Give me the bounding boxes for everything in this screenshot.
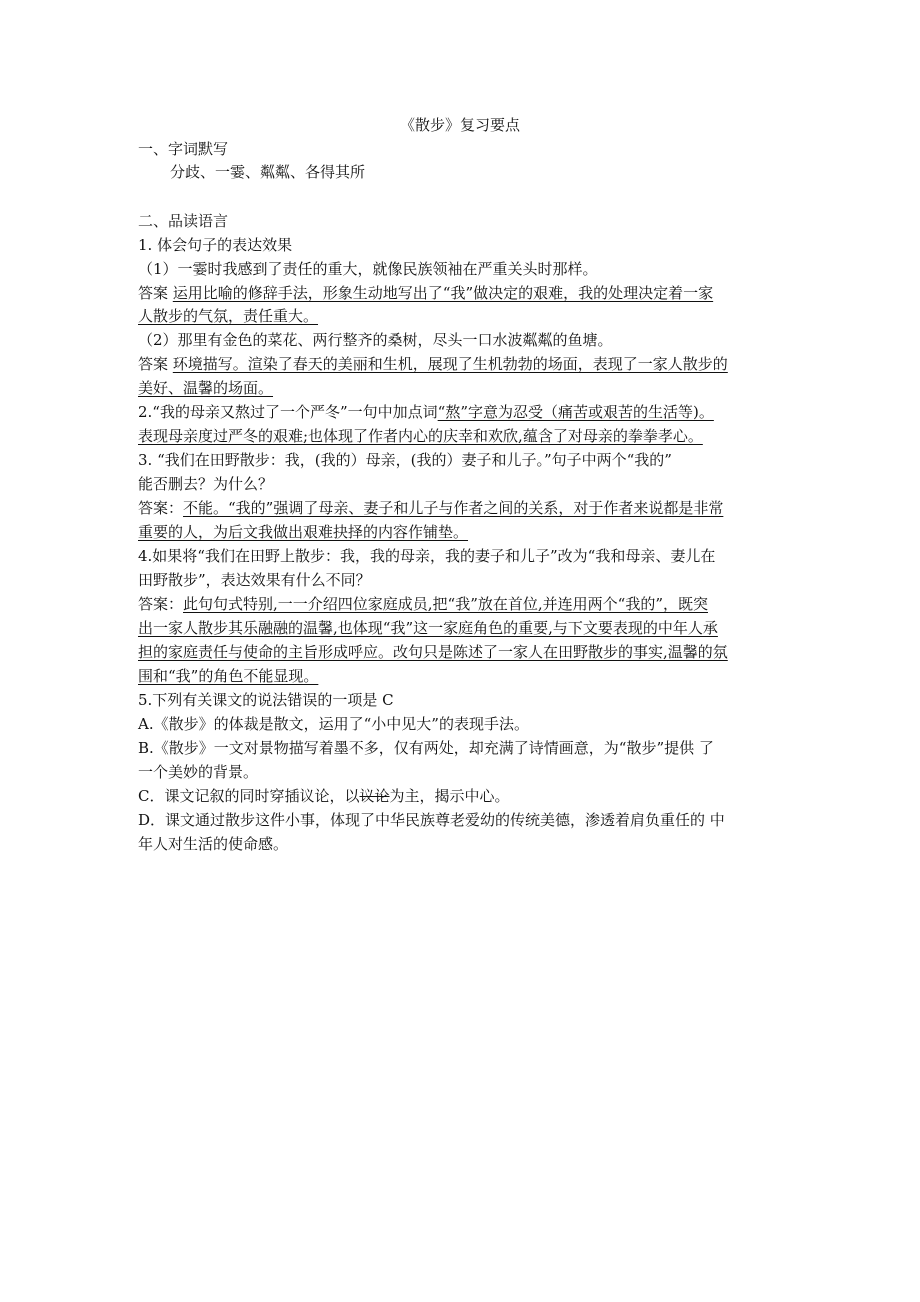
answer-text: 出一家人散步其乐融融的温馨,也体现“我”这一家庭角色的重要,与下文要表现的中年人承 — [138, 619, 718, 637]
q3-answer-line2 — [138, 522, 788, 542]
q4-answer-line2 — [138, 618, 788, 638]
answer-label: 答案 — [138, 355, 169, 373]
q5-option-b-line2: 一个美妙的背景。 — [138, 763, 259, 781]
q2-line2 — [138, 426, 788, 446]
answer-text: 美好、温馨的场面。 — [138, 379, 274, 397]
q5-option-b-line1: B.《散步》一文对景物描写着墨不多，仅有两处，却充满了诗情画意，为“散步”提供 了 — [138, 739, 714, 757]
q5-option-d-line2: 年人对生活的使命感。 — [138, 835, 289, 853]
answer-label: 答案： — [138, 595, 184, 613]
q1-answer-1-line2 — [138, 306, 788, 326]
q1-sentence-1: （1）一霎时我感到了责任的重大，就像民族领袖在严重关头时那样。 — [138, 260, 598, 278]
q3-answer-line1 — [138, 498, 788, 518]
option-text: C．课文记叙的同时穿插议论，以 — [138, 787, 360, 805]
answer-text: 此句句式特别,一一介绍四位家庭成员,把“我”放在首位,并连用两个“我的”，既突 — [183, 595, 708, 613]
answer-label: 答案： — [138, 499, 184, 517]
section1-words: 分歧、一霎、粼粼、各得其所 — [170, 163, 366, 181]
struck-text: 议论 — [359, 787, 390, 805]
answer-text: 不能。“我的”强调了母亲、妻子和儿子与作者之间的关系，对于作者来说都是非常 — [183, 499, 724, 517]
q2-line1 — [138, 402, 788, 422]
q1-answer-2-line1 — [138, 354, 788, 374]
q3-line2: 能否删去？为什么？ — [138, 475, 274, 493]
q1-answer-2-line2 — [138, 378, 788, 398]
q4-answer-line1 — [138, 594, 788, 614]
q5-option-d-line1: D．课文通过散步这件小事，体现了中华民族尊老爱幼的传统美德，渗透着肩负重任的 中 — [138, 811, 725, 829]
answer-text: 运用比喻的修辞手法，形象生动地写出了“我”做决定的艰难，我的处理决定着一家 — [172, 284, 714, 302]
answer-text: 围和“我”的角色不能显现。 — [138, 667, 319, 685]
q4-answer-line4 — [138, 666, 788, 686]
page-title: 《散步》复习要点 — [399, 116, 520, 134]
section2-heading: 二、品读语言 — [138, 212, 229, 230]
q4-line2: 田野散步”，表达效果有什么不同？ — [138, 571, 371, 589]
answer-text: 表现母亲度过严冬的艰难;也体现了作者内心的庆幸和欢欣,蕴含了对母亲的拳拳孝心。 — [138, 427, 703, 445]
q1-sentence-2: （2）那里有金色的菜花、两行整齐的桑树，尽头一口水波粼粼的鱼塘。 — [138, 331, 613, 349]
answer-text: 人散步的气氛，责任重大。 — [138, 307, 319, 325]
answer-text: 环境描写。渲染了春天的美丽和生机，展现了生机勃勃的场面，表现了一家人散步的 — [172, 355, 728, 373]
q5-option-a: A.《散步》的体裁是散文，运用了“小中见大”的表现手法。 — [138, 715, 529, 733]
q4-answer-line3 — [138, 642, 788, 662]
q5-stem: 5.下列有关课文的说法错误的一项是 C — [138, 691, 394, 709]
answer-text: “熬”字意为忍受（痛苦或艰苦的生活等)。 — [437, 403, 714, 421]
answer-label: 答案 — [138, 284, 169, 302]
q1-title: 1. 体会句子的表达效果 — [138, 236, 293, 254]
q1-answer-1-line1 — [138, 283, 788, 303]
option-text: 为主，揭示中心。 — [389, 787, 510, 805]
q3-line1: 3. “我们在田野散步：我，(我的）母亲，(我的）妻子和儿子。”句子中两个“我的” — [138, 451, 672, 469]
section1-heading: 一、字词默写 — [138, 140, 229, 158]
q5-option-c — [138, 786, 788, 806]
question-text: 2.“我的母亲又熬过了一个严冬”一句中加点词 — [138, 403, 438, 421]
answer-text: 担的家庭责任与使命的主旨形成呼应。改句只是陈述了一家人在田野散步的事实,温馨的氛 — [138, 643, 728, 661]
q4-line1: 4.如果将“我们在田野上散步：我，我的母亲，我的妻子和儿子”改为“我和母亲、妻儿在 — [138, 547, 716, 565]
answer-text: 重要的人，为后文我做出艰难抉择的内容作铺垫。 — [138, 523, 469, 541]
